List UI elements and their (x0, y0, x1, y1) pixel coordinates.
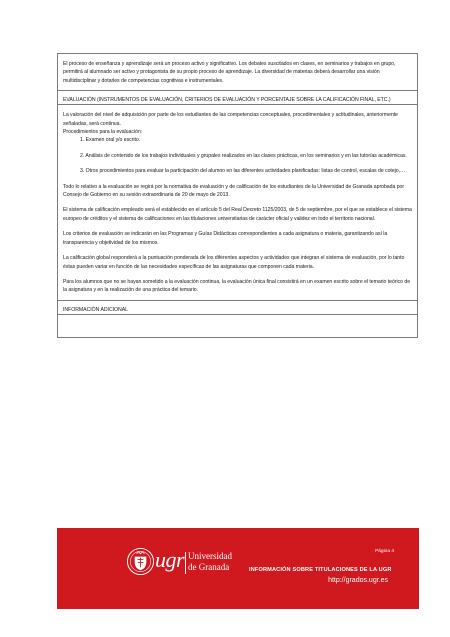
procedures-label: Procedimientos para la evaluación: (63, 129, 143, 136)
additional-info-heading: INFORMACIÓN ADICIONAL (63, 306, 128, 313)
university-name-line1: Universidad (188, 551, 232, 561)
footer-banner (57, 528, 419, 609)
footer-tagline: INFORMACIÓN SOBRE TITULACIONES DE LA UGR (249, 567, 392, 573)
additional-info-heading-cell (58, 301, 417, 315)
document-table (57, 53, 418, 338)
evaluation-heading: EVALUACIÓN (INSTRUMENTOS DE EVALUACIÓN, CRITERIOS DE EVALUACIÓN Y PORCENTAJE SOBRE LA CALIFICACIÓN FINAL, ETC.) (63, 97, 391, 104)
paragraph-sistema-calificacion: El sistema de calificación empleado será el establecido en el artículo 5 del Real Decreto 1125/2003, de 5 de septiembre, por el que se establece el sistema europeo de créditos y el sistema de calificaciones en las titulaciones universitarias de carácter oficial y validez en todo el territorio nacional. (63, 207, 412, 222)
footer-url-link[interactable]: http://grados.ugr.es (328, 577, 388, 584)
university-name (188, 551, 232, 573)
additional-info-content-cell (58, 315, 417, 337)
logo-divider (185, 552, 186, 574)
methodology-cell (58, 54, 417, 91)
procedure-item-3: 3. Otros procedimientos para evaluar la participación del alumno en las diferentes actividades planificadas: listas de control, escalas de cotejo,… (80, 168, 406, 175)
university-seal-icon (126, 547, 155, 576)
paragraph-criterios: Los criterios de evaluación se indicarán en las Programas y Guías Didácticas correspondientes a cada asignatura o materia, garantizando así la transparencia y objetividad de los mismos. (63, 231, 388, 246)
evaluation-content-cell (58, 105, 417, 301)
paragraph-calificacion-global: La calificación global responderá a la puntuación ponderada de los diferentes aspectos y actividades que integran el sistema de evaluación, por lo tanto éstas pueden variar en función de las necesidades específicas de las asignaturas que componen cada materia. (63, 255, 405, 270)
methodology-text: El proceso de enseñanza y aprendizaje será un proceso activo y significativo. Los debates suscitados en clases, en seminarios y trabajos en grupo, permitirá al alumnado ser activo y protagonista de su propio proceso de aprendizaje. La diversidad de materias deberá desarrollar una visión multidisciplinar y dotarles de competencias cognitivas e instrumentales. (63, 61, 396, 84)
evaluation-heading-cell (58, 91, 417, 105)
page-number: Página 4 (375, 549, 394, 554)
evaluation-intro: La valoración del nivel de adquisición por parte de los estudiantes de las competencias conceptuales, procedimentales y actitudinales, anteriormente señaladas, será continua. (63, 112, 398, 127)
paragraph-evaluacion-unica: Para los alumnos que no se hayan sometido a la evaluación continua, la evaluación única final consistirá en un examen escrito sobre el temario teórico de la asignatura y en la realización de una práctica del temario. (63, 278, 411, 294)
procedure-item-1: 1. Examen oral y/o escrito. (80, 137, 141, 144)
procedure-item-2: 2. Análisis de contenido de los trabajos individuales y grupales realizados en las clases prácticas, en los seminarios y en las tutorías académicas. (80, 152, 407, 159)
paragraph-normativa: Todo lo relativo a la evaluación se regirá por la normativa de evaluación y de calificación de los estudiantes de la Universidad de Granada aprobada por Consejo de Gobierno en su sesión extraordinaria de 20 de mayo de 2013. (63, 183, 405, 199)
university-name-line2: de Granada (188, 562, 230, 572)
ugr-logo-text: ugr (155, 547, 185, 572)
